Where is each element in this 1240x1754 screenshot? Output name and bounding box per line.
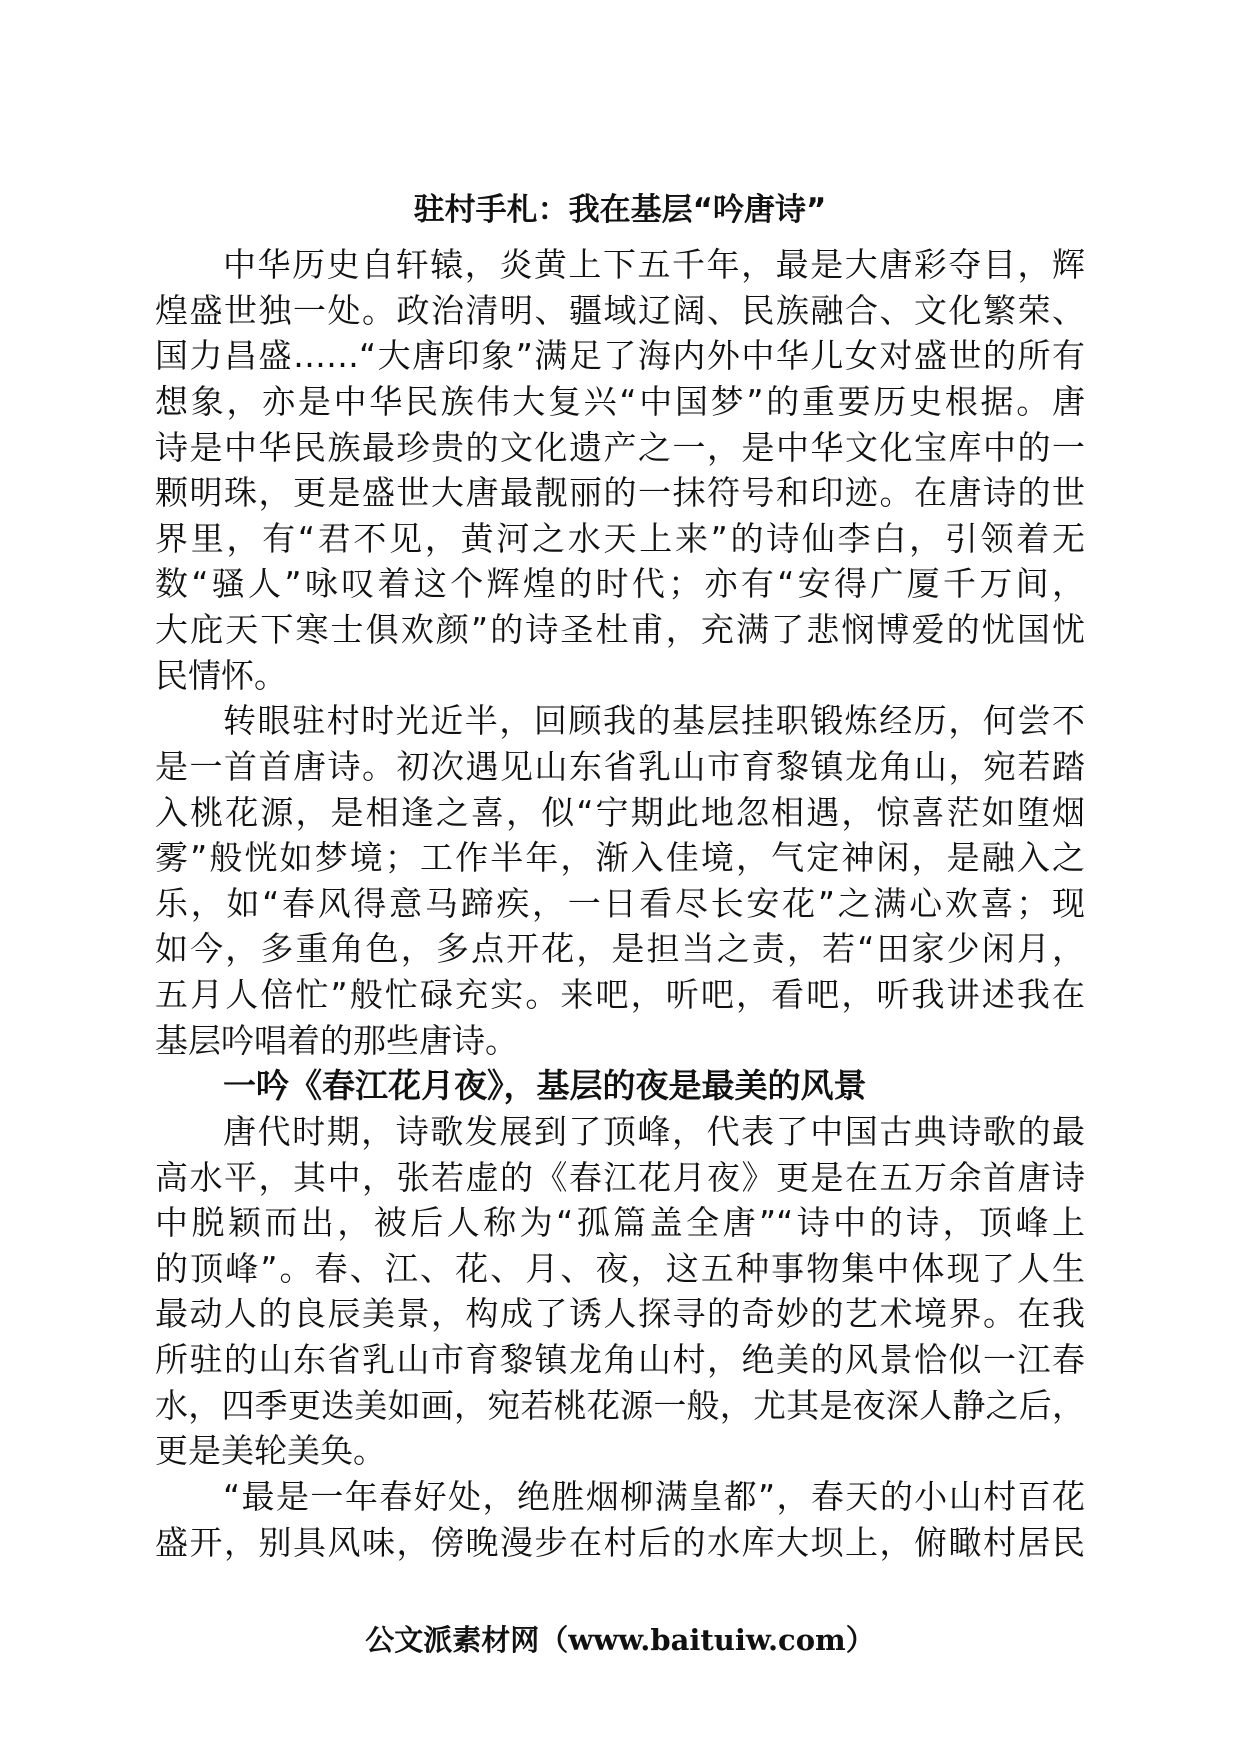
- text-line: 诗是中华民族最珍贵的文化遗产之一，是中华文化宝库中的一: [155, 427, 1085, 467]
- text-line: 煌盛世独一处。政治清明、疆域辽阔、民族融合、文化繁荣、: [155, 290, 1085, 330]
- paragraph: [155, 1109, 1085, 1474]
- text-line: 入桃花源，是相逢之喜，似“宁期此地忽相遇，惊喜茫如堕烟: [155, 792, 1085, 832]
- text-line: 如今，多重角色，多点开花，是担当之责，若“田家少闲月，: [155, 929, 1085, 969]
- text-line: 乐，如“春风得意马蹄疾，一日看尽长安花”之满心欢喜；现: [155, 883, 1085, 923]
- text-line: 五月人倍忙”般忙碌充实。来吧，听吧，看吧，听我讲述我在: [155, 975, 1085, 1014]
- document-body: [155, 242, 1085, 1565]
- text-line: 盛开，别具风味，傍晚漫步在村后的水库大坝上，俯瞰村居民: [155, 1522, 1085, 1562]
- section-heading: 一吟《春江花月夜》，基层的夜是最美的风景: [223, 1066, 867, 1106]
- document-title: 驻村手札：我在基层“吟唐诗”: [413, 192, 827, 228]
- text-line: 最动人的良辰美景，构成了诱人探寻的奇妙的艺术境界。在我: [155, 1294, 1085, 1334]
- text-line: 界里，有“君不见，黄河之水天上来”的诗仙李白，引领着无: [155, 518, 1085, 558]
- text-line: 转眼驻村时光近半，回顾我的基层挂职锻炼经历，何尝不: [223, 701, 1085, 741]
- text-line: 数“骚人”咏叹着这个辉煌的时代；亦有“安得广厦千万间，: [155, 564, 1085, 604]
- text-line: 更是美轮美奂。: [155, 1431, 386, 1471]
- text-line: 所驻的山东省乳山市育黎镇龙角山村，绝美的风景恰似一江春: [155, 1340, 1085, 1379]
- text-line: 颗明珠，更是盛世大唐最靓丽的一抹符号和印迹。在唐诗的世: [155, 473, 1085, 513]
- text-line: 的顶峰”。春、江、花、月、夜，这五种事物集中体现了人生: [155, 1248, 1085, 1288]
- text-line: 是一首首唐诗。初次遇见山东省乳山市育黎镇龙角山，宛若踏: [155, 746, 1085, 786]
- text-line: 民情怀。: [155, 655, 287, 695]
- text-line: 大庇天下寒士俱欢颜”的诗圣杜甫，充满了悲悯博爱的忧国忧: [155, 610, 1085, 649]
- text-line: 国力昌盛……“大唐印象”满足了海内外中华儿女对盛世的所有: [155, 336, 1085, 376]
- text-line: 想象，亦是中华民族伟大复兴“中国梦”的重要历史根据。唐: [155, 381, 1085, 421]
- text-line: “最是一年春好处，绝胜烟柳满皇都”，春天的小山村百花: [223, 1476, 1085, 1516]
- page-footer: 公文派素材网（www.baituiw.com）: [365, 1623, 875, 1657]
- paragraph: [155, 1474, 1085, 1565]
- text-line: 中华历史自轩辕，炎黄上下五千年，最是大唐彩夺目，辉: [223, 245, 1085, 284]
- paragraph: [155, 698, 1085, 1063]
- paragraph: [155, 242, 1085, 698]
- text-line: 唐代时期，诗歌发展到了顶峰，代表了中国古典诗歌的最: [223, 1111, 1085, 1151]
- text-line: 水，四季更迭美如画，宛若桃花源一般，尤其是夜深人静之后，: [155, 1385, 1085, 1425]
- text-line: 高水平，其中，张若虚的《春江花月夜》更是在五万余首唐诗: [155, 1157, 1085, 1197]
- text-line: 中脱颖而出，被后人称为“孤篇盖全唐”“诗中的诗，顶峰上: [155, 1203, 1085, 1243]
- text-line: 基层吟唱着的那些唐诗。: [155, 1020, 518, 1060]
- text-line: 雾”般恍如梦境；工作半年，渐入佳境，气定神闲，是融入之: [155, 838, 1085, 878]
